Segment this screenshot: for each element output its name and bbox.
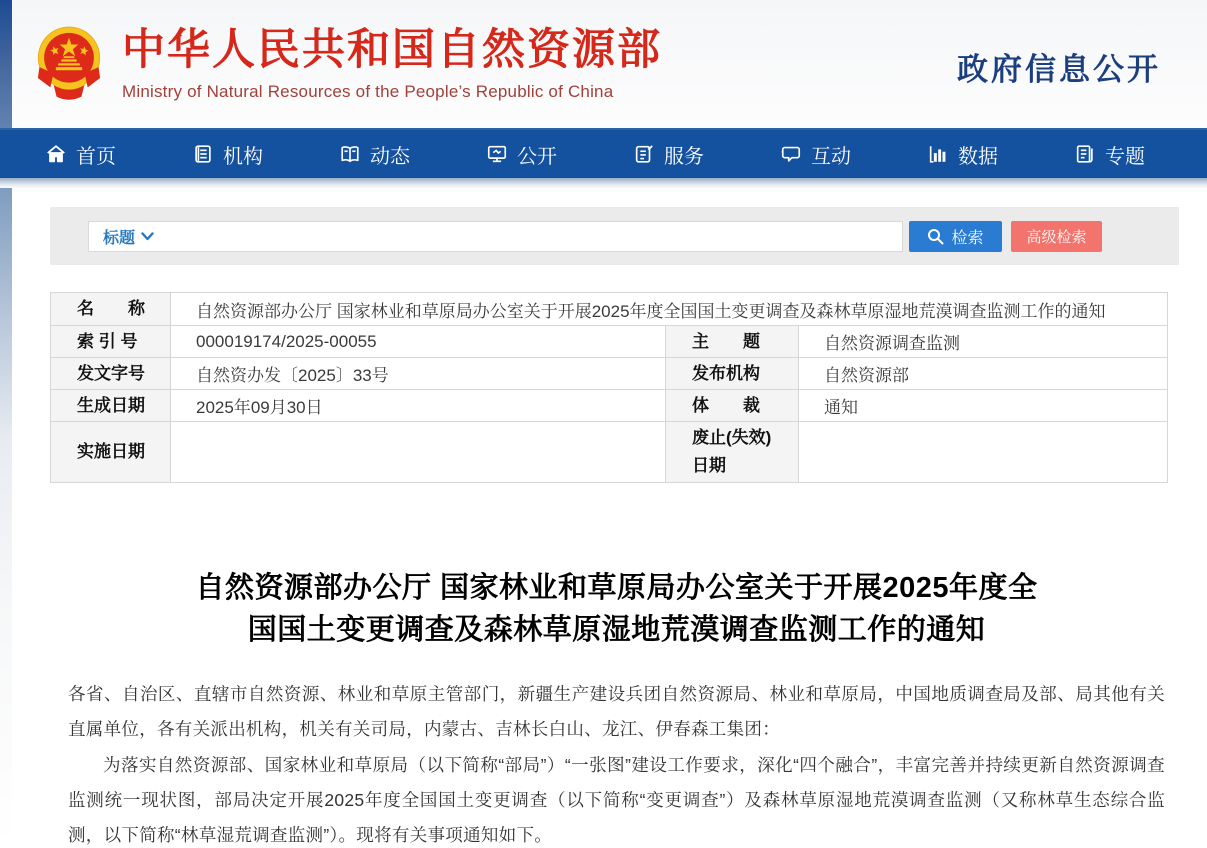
meta-value-genre: 通知 (799, 390, 1168, 422)
meta-label-effective: 实施日期 (51, 422, 171, 483)
nav-item-label: 首页 (76, 145, 116, 168)
search-button-label: 检索 (951, 229, 984, 247)
meta-label-docnum: 发文字号 (51, 358, 171, 390)
table-row (51, 422, 1168, 483)
article-title: 自然资源部办公厅 国家林业和草原局办公室关于开展2025年度全国国土变更调查及森林草原湿地荒漠调查监测工作的通知 (195, 572, 1038, 646)
nav-item-interact[interactable] (780, 140, 851, 169)
nav-item-org[interactable] (192, 140, 263, 169)
national-emblem-icon (30, 22, 108, 106)
chevron-down-icon (141, 232, 154, 241)
search-icon (927, 228, 944, 245)
meta-value-name: 自然资源部办公厅 国家林业和草原局办公室关于开展2025年度全国国土变更调查及森林草原湿地荒漠调查监测工作的通知 (171, 293, 1168, 326)
document-meta-table (50, 292, 1168, 483)
search-field-selector-label: 标题 (103, 229, 136, 247)
site-title: 中华人民共和国自然资源部 (122, 26, 662, 75)
meta-value-issuer: 自然资源部 (799, 358, 1168, 390)
table-row (51, 293, 1168, 326)
nav-item-topic[interactable] (1074, 140, 1145, 169)
site-header (12, 0, 1207, 128)
table-row (51, 390, 1168, 422)
meta-value-docnum: 自然资办发〔2025〕33号 (171, 358, 666, 390)
search-input[interactable] (164, 223, 902, 250)
news-icon (339, 143, 361, 165)
meta-value-expiry (799, 422, 1168, 483)
nav-item-label: 公开 (517, 145, 557, 168)
nav-item-service[interactable] (633, 140, 704, 169)
article-body (68, 677, 1165, 848)
home-icon (45, 143, 67, 165)
nav-item-home[interactable] (45, 140, 116, 169)
nav-item-label: 互动 (811, 145, 851, 168)
nav-item-label: 服务 (664, 145, 704, 168)
meta-value-index: 000019174/2025-00055 (171, 326, 666, 358)
search-button[interactable] (909, 221, 1002, 252)
advanced-search-button-label: 高级检索 (1026, 228, 1087, 246)
service-icon (633, 143, 655, 165)
meta-label-issuer: 发布机构 (666, 358, 799, 390)
advanced-search-button[interactable] (1011, 221, 1102, 252)
search-field-selector[interactable] (89, 225, 164, 248)
meta-label-expiry (666, 422, 799, 483)
table-row (51, 358, 1168, 390)
nav-item-label: 动态 (370, 145, 410, 168)
article-paragraph-recipients: 各省、自治区、直辖市自然资源、林业和草原主管部门，新疆生产建设兵团自然资源局、林业和草原局，中国地质调查局及部、局其他有关直属单位，各有关派出机构，机关有关司局，内蒙古、吉林长白山、龙江、伊春森工集团： (68, 684, 1165, 739)
meta-label-created: 生成日期 (51, 390, 171, 422)
document-search-bar (50, 207, 1179, 265)
nav-item-label: 机构 (223, 145, 263, 168)
nav-shadow-band (0, 178, 1207, 188)
meta-label-expiry-text: 废止(失效)日期 (692, 428, 772, 475)
page-title: 政府信息公开 (957, 51, 1161, 87)
nav-item-label: 专题 (1105, 145, 1145, 168)
article-paragraph-intro: 为落实自然资源部、国家林业和草原局（以下简称“部局”）“一张图”建设工作要求，深化“四个融合”，丰富完善并持续更新自然资源调查监测统一现状图，部局决定开展2025年度全国国土变更调查（以下简称“变更调查”）及森林草原湿地荒漠调查监测（又称林草生态综合监测，以下简称“林草湿荒调查监测”）。现将有关事项通知如下。 (68, 755, 1165, 845)
data-icon (927, 143, 949, 165)
org-icon (192, 143, 214, 165)
nav-item-disclosure[interactable] (486, 140, 557, 169)
meta-value-effective (171, 422, 666, 483)
nav-item-label: 数据 (958, 145, 998, 168)
main-nav (0, 128, 1207, 178)
page-container (12, 0, 1207, 848)
site-subtitle-en: Ministry of Natural Resources of the People’s Republic of China (122, 81, 614, 101)
meta-label-topic: 主 题 (666, 326, 799, 358)
interact-icon (780, 143, 802, 165)
search-field (88, 221, 903, 252)
meta-value-created: 2025年09月30日 (171, 390, 666, 422)
document-article (12, 567, 1207, 848)
site-logo-link[interactable] (30, 22, 662, 106)
nav-item-data[interactable] (927, 140, 998, 169)
disclosure-icon (486, 143, 508, 165)
nav-item-news[interactable] (339, 140, 410, 169)
meta-value-topic: 自然资源调查监测 (799, 326, 1168, 358)
table-row (51, 326, 1168, 358)
meta-label-genre: 体 裁 (666, 390, 799, 422)
topic-icon (1074, 143, 1096, 165)
meta-label-name: 名 称 (51, 293, 171, 326)
site-title-wrap (122, 26, 662, 101)
meta-label-index: 索 引 号 (51, 326, 171, 358)
